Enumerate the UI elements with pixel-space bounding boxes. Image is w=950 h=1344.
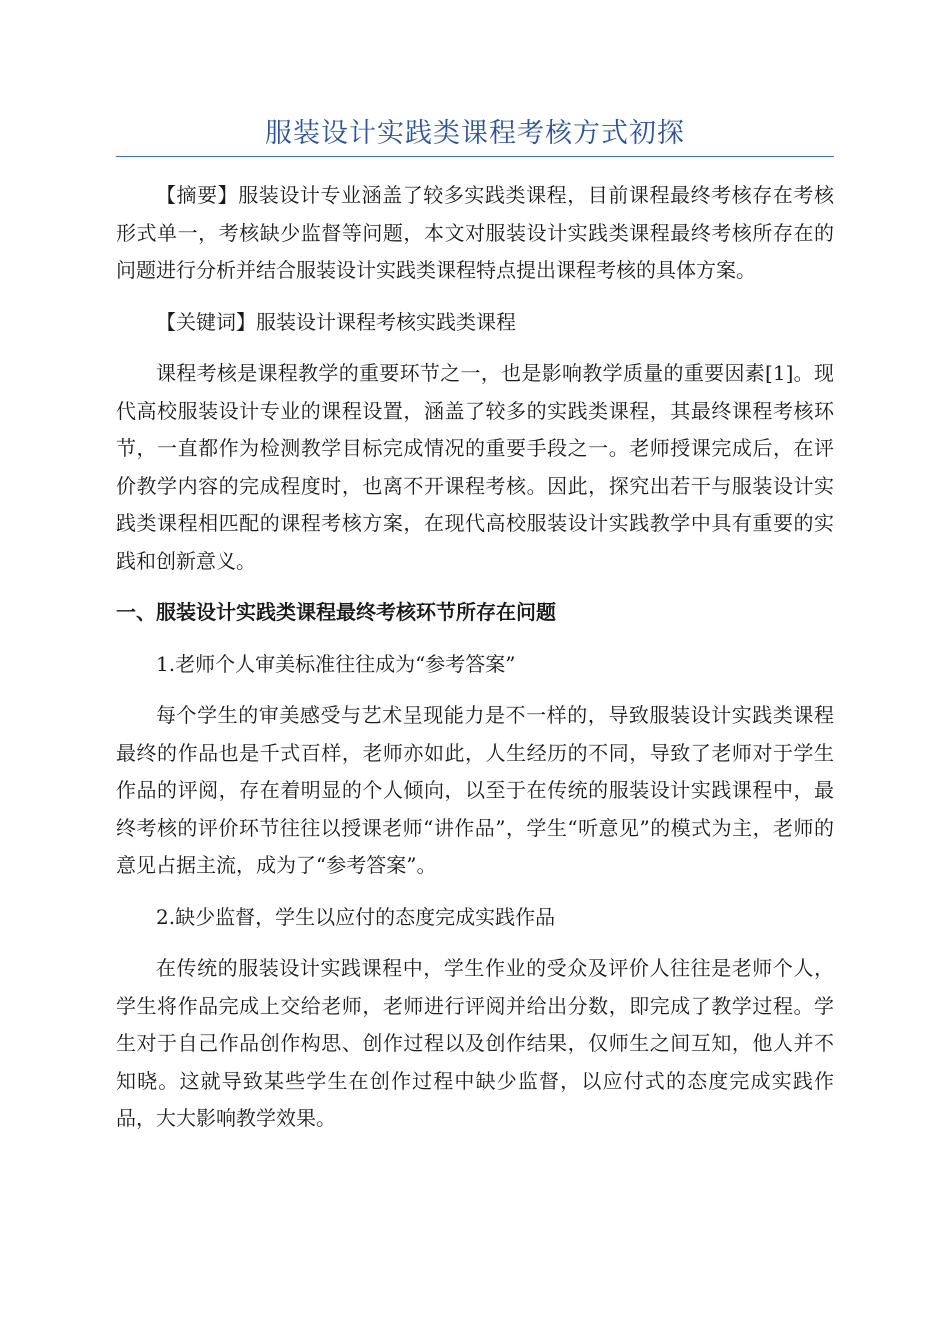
spacer — [116, 580, 834, 594]
subsection-body-2: 在传统的服装设计实践课程中，学生作业的受众及评价人往往是老师个人，学生将作品完成上交给老师，老师进行评阅并给出分数，即完成了教学过程。学生对于自己作品创作构思、创作过程以及创作结果，仅师生之间互知，他人并不知晓。这就导致某些学生在创作过程中缺少监督，以应付式的态度完成实践作品，大大影响教学效果。 — [116, 956, 834, 1130]
keywords-paragraph: 【关键词】服装设计课程考核实践类课程 — [156, 309, 516, 334]
spacer — [116, 290, 834, 304]
subsection-heading-1: 1.老师个人审美标准往往成为“参考答案” — [156, 651, 516, 676]
spacer — [116, 341, 834, 355]
document-page — [116, 0, 834, 1138]
subsection-heading-2: 2.缺少监督，学生以应付的态度完成实践作品 — [156, 904, 556, 929]
abstract-paragraph: 【摘要】服装设计专业涵盖了较多实践类课程，目前课程最终考核存在考核形式单一，考核缺少监督等问题，本文对服装设计实践类课程最终考核所存在的问题进行分析并结合服装设计实践类课程特点提出课程考核的具体方案。 — [116, 183, 834, 282]
spacer — [116, 683, 834, 697]
intro-paragraph: 课程考核是课程教学的重要环节之一，也是影响教学质量的重要因素[1]。现代高校服装设计专业的课程设置，涵盖了较多的实践类课程，其最终课程考核环节，一直都作为检测教学目标完成情况的重要手段之一。老师授课完成后，在评价教学内容的完成程度时，也离不开课程考核。因此，探究出若干与服装设计实践类课程相匹配的课程考核方案，在现代高校服装设计实践教学中具有重要的实践和创新意义。 — [116, 361, 834, 573]
title-underline — [116, 156, 834, 157]
spacer — [116, 632, 834, 646]
document-title: 服装设计实践类课程考核方式初探 — [265, 118, 685, 149]
spacer — [116, 936, 834, 950]
section-heading: 一、服装设计实践类课程最终考核环节所存在问题 — [116, 600, 556, 624]
subsection-body-1: 每个学生的审美感受与艺术呈现能力是不一样的，导致服装设计实践类课程最终的作品也是千式百样，老师亦如此，人生经历的不同，导致了老师对于学生作品的评阅，存在着明显的个人倾向，以至于在传统的服装设计实践课程中，最终考核的评价环节往往以授课老师“讲作品”，学生“听意见”的模式为主，老师的意见占据主流，成为了“参考答案”。 — [116, 703, 834, 877]
spacer — [116, 885, 834, 899]
